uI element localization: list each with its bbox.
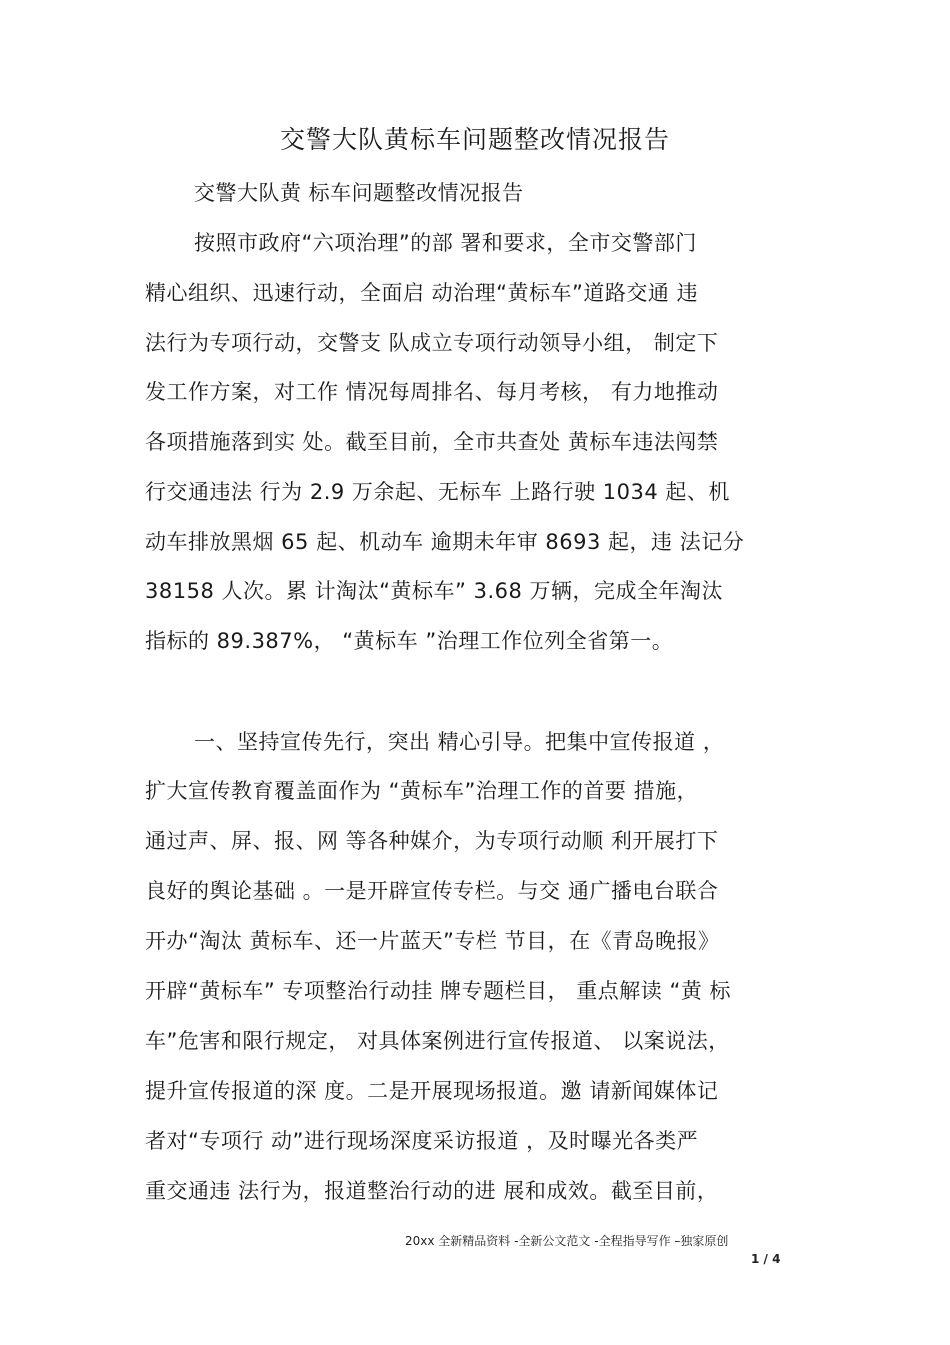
- paragraph-2-line-1: 一、坚持宣传先行，突出 精心引导。把集中宣传报道 ，: [194, 730, 725, 754]
- paragraph-2-line-9: 者对“专项行 动”进行现场深度采访报道 ，及时曝光各类严: [145, 1129, 699, 1153]
- page-number: 1 / 4: [751, 1252, 781, 1266]
- paragraph-1-line-9: 指标的 89.387%， “黄标车 ”治理工作位列全省第一。: [145, 629, 674, 653]
- paragraph-2-line-4: 良好的舆论基础 。一是开辟宣传专栏。与交 通广播电台联合: [145, 879, 719, 903]
- paragraph-2-line-8: 提升宣传报道的深 度。二是开展现场报道。邀 请新闻媒体记: [145, 1079, 719, 1103]
- paragraph-1-line-4: 发工作方案，对工作 情况每周排名、每月考核， 有力地推动: [145, 380, 719, 404]
- paragraph-1-line-5: 各项措施落到实 处。截至目前，全市共查处 黄标车违法闯禁: [145, 430, 719, 454]
- paragraph-2-line-5: 开办“淘汰 黄标车、还一片蓝天”专栏 节目，在《青岛晚报》: [145, 929, 720, 953]
- paragraph-1-line-6: 行交通违法 行为 2.9 万余起、无标车 上路行驶 1034 起、机: [145, 480, 730, 504]
- paragraph-1-line-3: 法行为专项行动，交警支 队成立专项行动领导小组， 制定下: [145, 331, 719, 355]
- document-subtitle: 交警大队黄 标车问题整改情况报告: [194, 181, 524, 205]
- paragraph-2-line-7: 车”危害和限行规定， 对具体案例进行宣传报道、 以案说法，: [145, 1029, 730, 1053]
- paragraph-1-line-2: 精心组织、迅速行动，全面启 动治理“黄标车”道路交通 违: [145, 281, 699, 305]
- paragraph-2-line-2: 扩大宣传教育覆盖面作为 “黄标车”治理工作的首要 措施，: [145, 779, 699, 803]
- paragraph-2-line-6: 开辟“黄标车” 专项整治行动挂 牌专题栏目， 重点解读 “黄 标: [145, 979, 732, 1003]
- paragraph-1-line-1: 按照市政府“六项治理”的部 署和要求，全市交警部门: [194, 231, 697, 255]
- paragraph-2-line-10: 重交通违 法行为，报道整治行动的进 展和成效。截至目前，: [145, 1179, 719, 1203]
- footer-text: 20xx 全新精品资料 -全新公文范文 -全程指导写作 –独家原创: [405, 1234, 729, 1248]
- paragraph-2-line-3: 通过声、屏、报、网 等各种媒介，为专项行动顺 利开展打下: [145, 829, 719, 853]
- document-title: 交警大队黄标车问题整改情况报告: [279, 125, 670, 154]
- paragraph-1-line-7: 动车排放黑烟 65 起、机动车 逾期未年审 8693 起，违 法记分: [145, 530, 745, 554]
- paragraph-1-line-8: 38158 人次。累 计淘汰“黄标车” 3.68 万辆，完成全年淘汰: [145, 579, 724, 603]
